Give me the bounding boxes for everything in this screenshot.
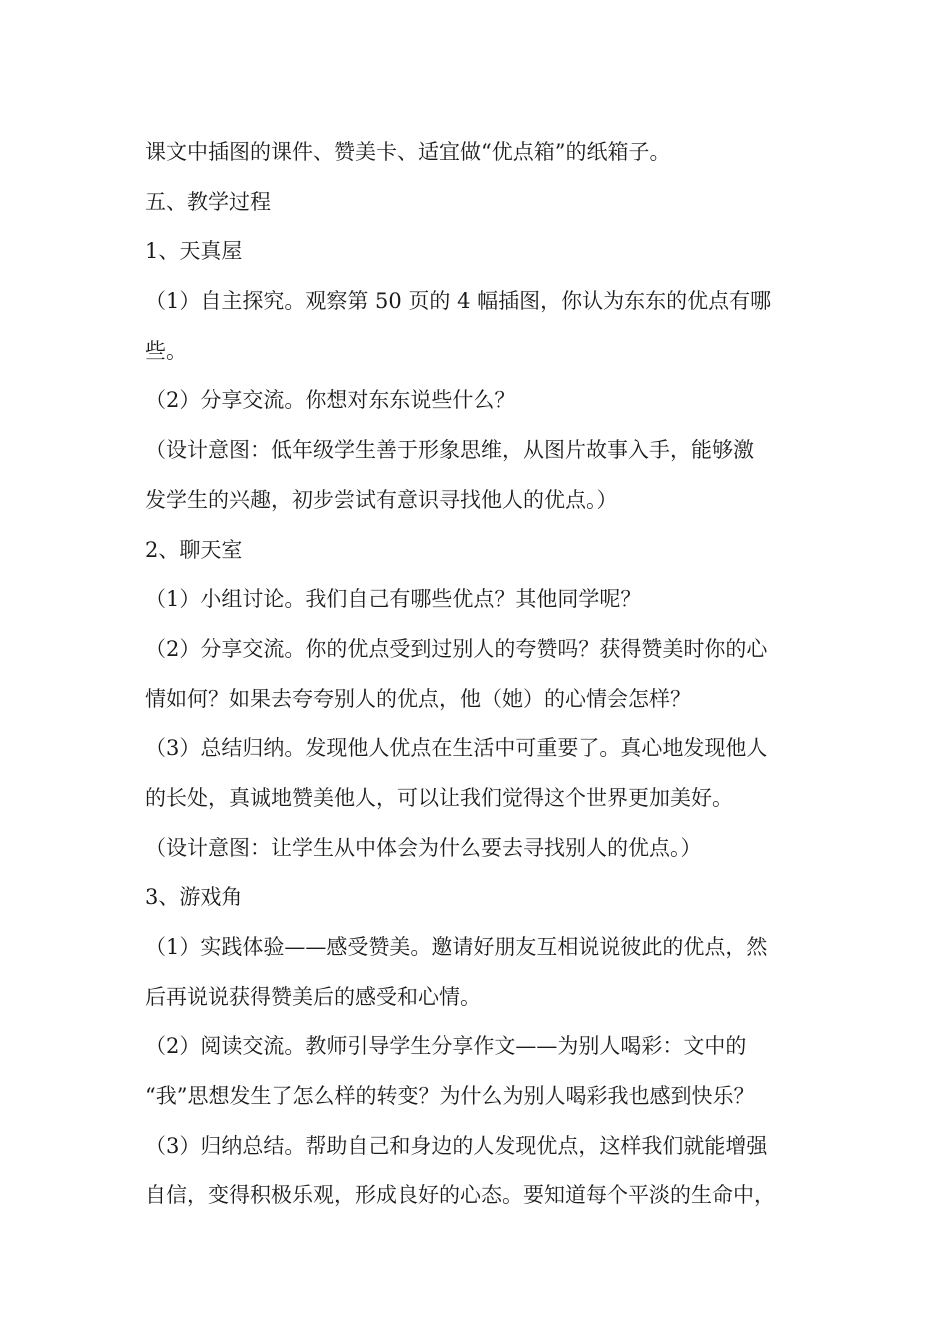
paragraph-line: （3）归纳总结。帮助自己和身边的人发现优点，这样我们就能增强 [145,1133,768,1158]
paragraph-line: （2）阅读交流。教师引导学生分享作文——为别人喝彩：文中的 [145,1034,747,1059]
subsection-heading: 1、天真屋 [145,239,243,264]
paragraph-line: 后再说说获得赞美后的感受和心情。 [145,984,481,1009]
paragraph-line: 些。 [145,338,187,363]
paragraph-line: （设计意图：低年级学生善于形象思维，从图片故事入手，能够激 [145,438,754,463]
paragraph-line: 课文中插图的课件、赞美卡、适宜做“优点箱”的纸箱子。 [145,140,671,164]
paragraph-line: 的长处，真诚地赞美他人，可以让我们觉得这个世界更加美好。 [145,785,733,810]
section-heading: 五、教学过程 [145,189,271,214]
paragraph-line: （3）总结归纳。发现他人优点在生活中可重要了。真心地发现他人 [145,736,768,761]
paragraph-line: （2）分享交流。你想对东东说些什么？ [145,388,516,413]
paragraph-line: 情如何？如果去夸夸别人的优点，他（她）的心情会怎样？ [145,686,691,711]
paragraph-line: （1）自主探究。观察第 50 页的 4 幅插图，你认为东东的优点有哪 [145,289,772,314]
paragraph-line: （设计意图：让学生从中体会为什么要去寻找别人的优点。） [145,835,702,860]
paragraph-line: 发学生的兴趣，初步尝试有意识寻找他人的优点。） [145,487,618,512]
paragraph-line: （1）实践体验——感受赞美。邀请好朋友互相说说彼此的优点，然 [145,935,768,959]
subsection-heading: 2、聊天室 [145,537,243,562]
paragraph-line: （1）小组讨论。我们自己有哪些优点？其他同学呢？ [145,587,642,612]
paragraph-line: “我”思想发生了怎么样的转变？为什么为别人喝彩我也感到快乐？ [145,1084,755,1109]
paragraph-line: （2）分享交流。你的优点受到过别人的夸赞吗？获得赞美时你的心 [145,636,768,661]
subsection-heading: 3、游戏角 [145,885,243,910]
paragraph-line: 自信，变得积极乐观，形成良好的心态。要知道每个平淡的生命中， [145,1183,775,1208]
document-body [145,128,815,1221]
